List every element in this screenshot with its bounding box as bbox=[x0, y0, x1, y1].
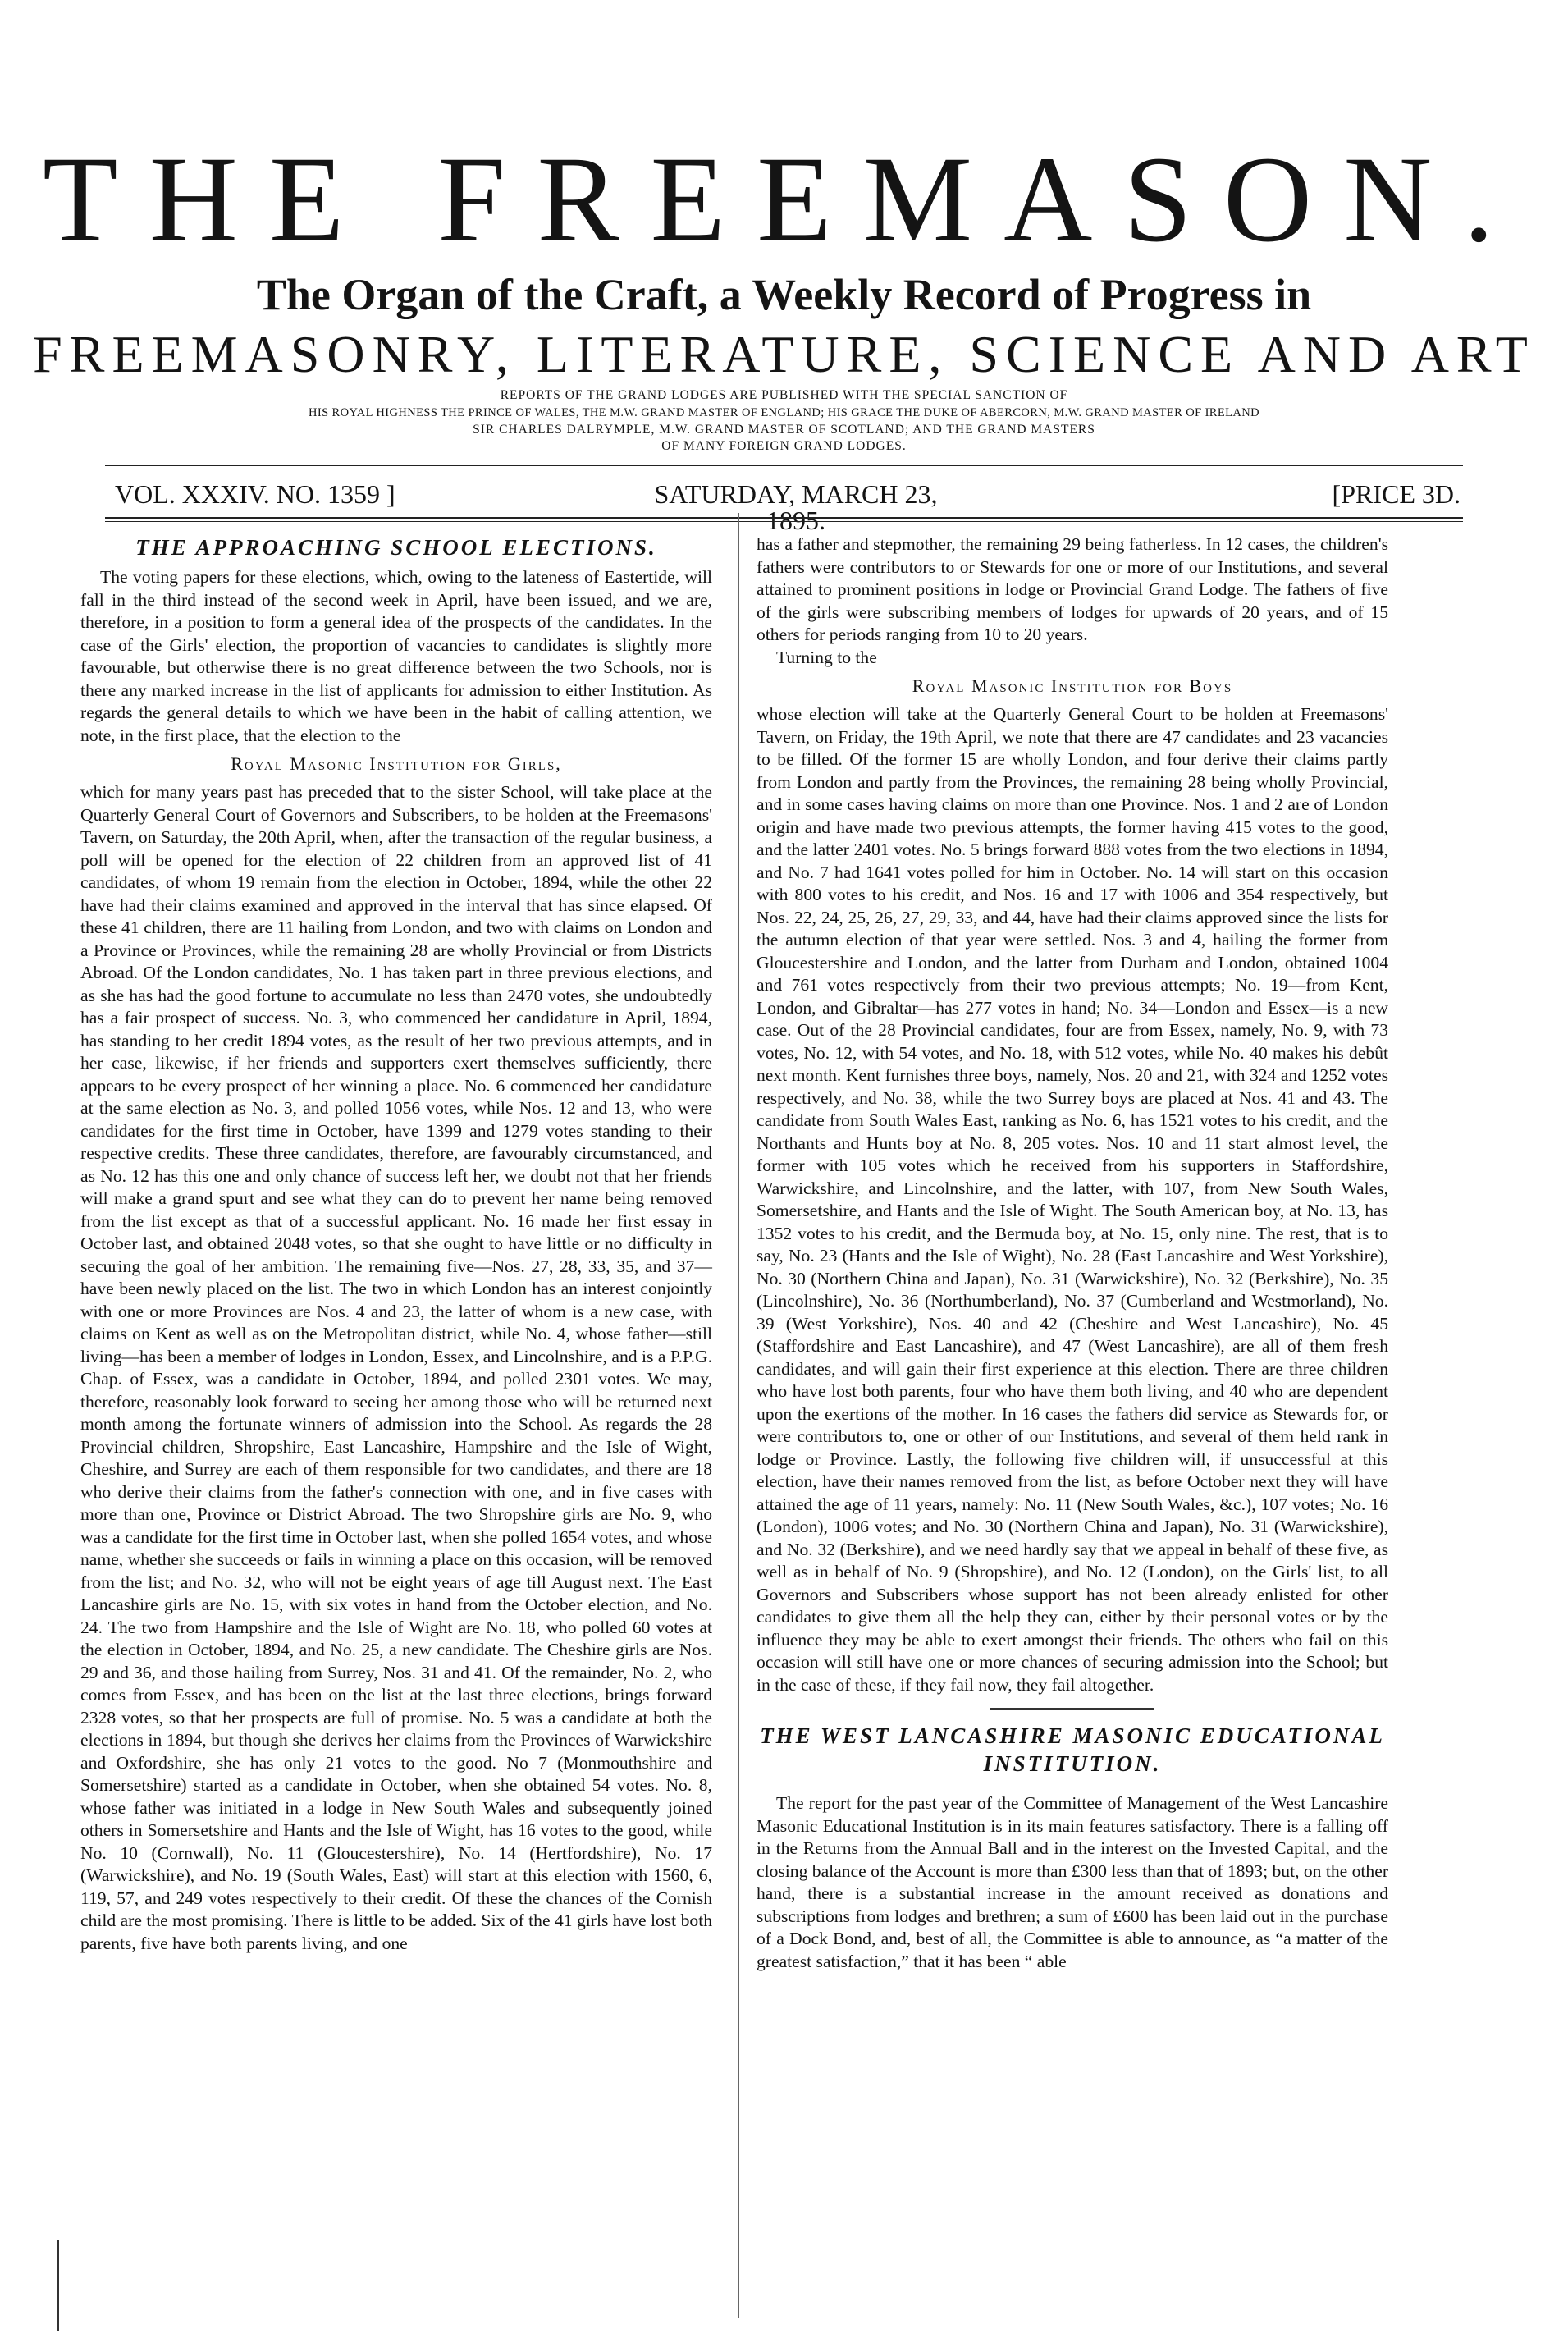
article-separator bbox=[990, 1708, 1154, 1710]
margin-line bbox=[57, 2240, 59, 2331]
issue-date: SATURDAY, MARCH 23, 1895. bbox=[654, 479, 938, 535]
article-paragraph: The report for the past year of the Committee of Management of the West Lancashire Masonic Educational Institution is in its main features satisfactory. There is a falling off in the Returns from the Annual Ball and in the interest on the Invested Capital, and the closing balance of the Account is more than £300 less than that of 1893; but, on the other hand, there is a substantial increase in the amount received as donations and subscriptions from lodges and brethren; a sum of £600 has been laid out in the purchase of a Dock Bond, and, best of all, the Committee is able to announce, as “a matter of the greatest satisfaction,” that it has been “ able bbox=[757, 1793, 1389, 1971]
masthead-title: THE FREEMASON. bbox=[42, 131, 1526, 268]
sanction-line: OF MANY FOREIGN GRAND LODGES. bbox=[661, 439, 907, 453]
sanction-line: HIS ROYAL HIGHNESS THE PRINCE OF WALES, THE M.W. GRAND MASTER OF ENGLAND; HIS GRACE THE DUKE OF ABERCORN, M.W. GRAND MASTER OF IRELAND bbox=[308, 406, 1260, 419]
issue-rule bbox=[105, 521, 1463, 522]
article-paragraph: whose election will take at the Quarterly General Court to be holden at Freemasons' Tavern, on Friday, the 19th April, we note that there are 47 candidates and 23 vacancies to be filled. Of the former 15 are wholly London, and four derive their claims partly from London and partly from the Provinces, the remaining 28 being wholly Provincial, and in some cases having claims on more than one Province. Nos. 1 and 2 are of London origin and have made two previous attempts, the former having 415 votes to the good, and the latter 2401 votes. No. 5 brings forward 888 votes from the two elections in 1894, and No. 7 had 1641 votes polled for him in October. No. 14 will start on this occasion with 800 votes to his credit, and Nos. 16 and 17 with 1006 and 354 respectively, but Nos. 22, 24, 25, 26, 27, 29, 33, and 44, have had their claims approved since the lists for the autumn election of that year were settled. Nos. 3 and 4, hailing the former from Gloucestershire and London, and the latter from Durham and London, obtained 1004 and 761 votes respectively from their two previous attempts; No. 19—from Kent, London, and Gibraltar—has 277 votes in hand; No. 34—London and Essex—is a new case. Out of the 28 Provincial candidates, four are from Essex, namely, No. 9, with 73 votes, No. 12, with 54 votes, and No. 18, with 512 votes, while No. 40 makes his debût next month. Kent furnishes three boys, namely, Nos. 20 and 21, with 324 and 1252 votes respectively, and No. 38, while the two Surrey boys are placed at Nos. 41 and 43. The candidate from South Wales East, ranking as No. 6, has 1521 votes to his credit, and the Northants and Hunts boy at No. 8, 205 votes. Nos. 10 and 11 start almost level, the former with 105 votes which he received from his supporters in Staffordshire, Warwickshire, and Lincolnshire, and the latter, with 107, from New South Wales, Somersetshire, and Hants and the Isle of Wight. The South American boy, at No. 13, has 1352 votes to his credit, and the Bermuda boy, at No. 15, only nine. The rest, that is to say, No. 23 (Hants and the Isle of Wight), No. 28 (East Lancashire and West Yorkshire), No. 30 (Northern China and Japan), No. 31 (Warwickshire), No. 32 (Berkshire), No. 35 (Lincolnshire), No. 36 (Northumberland), No. 37 (Cumberland and Westmorland), No. 39 (West Yorkshire), Nos. 40 and 42 (Cheshire and West Lancashire), No. 45 (Staffordshire and East Lancashire), and 47 (West Lancashire), are all of them fresh candidates, and will gain their first experience at this election. There are three children who have lost both parents, four who have them both living, and 40 who are dependent upon the exertions of the mother. In 16 cases the fathers did service as Stewards for, or were contributors to, one or other of our Institutions, and several of them held rank in lodge or Province. Lastly, the following five children will, if unsuccessful at this election, have their names removed from the list, as before October next they will have attained the age of 11 years, namely: No. 11 (New South Wales, &c.), 107 votes; No. 16 (London), 1006 votes; and No. 30 (Northern China and Japan), No. 31 (Warwickshire), and No. 32 (Berkshire), and we need hardly say that we appeal in behalf of these five, as well as in behalf of No. 9 (Shropshire), and No. 12 (London), on the Girls' list, to all Governors and Subscribers whose support has not been already enlisted for other candidates to give them all the help they can, either by their personal votes or by the influence they may be able to exert amongst their friends. The others who fail on this occasion will still have one or more chances of securing admission into the School; but in the case of these, if they fail now, they fail altogether. bbox=[757, 704, 1388, 1695]
article-paragraph: Turning to the bbox=[776, 647, 877, 667]
masthead-rule bbox=[105, 465, 1463, 466]
article-paragraph: which for many years past has preceded that to the sister School, will take place at the Quarterly General Court of Governors and Subscribers, to be holden at the Freemasons' Tavern, on Saturday, the 20th April, when, after the transaction of the regular business, a poll will be opened for the election of 22 children from an approved list of 41 candidates, of whom 19 remain from the election in October, 1894, while the other 22 have had their claims examined and approved in the interval that has since elapsed. Of these 41 children, there are 11 hailing from London, and two with claims on London and a Province or Provinces, while the remaining 28 are wholly Provincial or from Districts Abroad. Of the London candidates, No. 1 has taken part in three previous elections, and as she has had the good fortune to accumulate no less than 2470 votes, she undoubtedly has a fair prospect of success. No. 3, who commenced her candidature in April, 1894, has standing to her credit 1894 votes, as the result of her two previous attempts, and in her case, likewise, if her friends and supporters exert themselves sufficiently, there appears to be every prospect of her winning a place. No. 6 commenced her candidature at the same election as No. 3, and polled 1056 votes, while Nos. 12 and 13, who were candidates for the first time in October, have 1399 and 1279 votes standing to their respective credits. These three candidates, therefore, are favourably circumstanced, and as No. 12 has this one and only chance of success left her, we doubt not that her friends will make a grand spurt and see what they can do to prevent her name being removed from the list except as that of a successful applicant. No. 16 made her first essay in October last, and obtained 2048 votes, so that she ought to have little or no difficulty in securing the goal of her ambition. The remaining five—Nos. 27, 28, 33, 35, and 37—have been newly placed on the list. The two in which London has an interest conjointly with one or more Provinces are Nos. 4 and 23, the latter of whom is a new case, with claims on Kent as well as on the Metropolitan district, while No. 4, whose father—still living—has been a member of lodges in London, Essex, and Lincolnshire, and is a P.P.G. Chap. of Essex, was a candidate in October, 1894, and polled 2301 votes. We may, therefore, reasonably look forward to seeing her among those who will be returned next month among the fortunate winners of admission into the School. As regards the 28 Provincial children, Shropshire, East Lancashire, Hampshire and the Isle of Wight, Cheshire, and Surrey are each of them responsible for two candidates, and there are 18 who derive their claims from the father's connection with one, and in five cases with more than one, Province or District Abroad. The two Shropshire girls are No. 9, who was a candidate for the first time in October last, when she polled 1654 votes, and whose name, whether she succeeds or fails in winning a place on this occasion, will be removed from the list; and No. 32, who will not be eight years of age till August next. The East Lancashire girls are No. 15, with six votes in hand from the October election, and No. 24. The two from Hampshire and the Isle of Wight are No. 18, who polled 60 votes at the election in October, 1894, and No. 25, a new candidate. The Cheshire girls are Nos. 29 and 36, and those hailing from Surrey, Nos. 31 and 41. Of the remainder, No. 2, who comes from Essex, and has been on the list at the last three elections, brings forward 2328 votes, so that her prospects are full of promise. No. 5 was a candidate at both the elections in 1894, but though she derives her claims from the Provinces of Warwickshire and Oxfordshire, she has only 21 votes to the good. No 7 (Monmouthshire and Somersetshire) started as a candidate in October, when she obtained 54 votes. No. 8, whose father was initiated in a lodge in New South Wales and subsequently joined others in Somersetshire and Hants and the Isle of Wight, has 16 votes to the good, while No. 10 (Cornwall), No. 11 (Gloucestershire), No. 14 (Hertfordshire), No. 17 (Warwickshire), and No. 19 (South Wales, East) will start at this election with 1560, 6, 119, 57, and 249 votes respectively to their credit. Of these the chances of the Cornish child are the most promising. There is little to be added. Six of the 41 girls have lost both parents, five have both parents living, and one bbox=[80, 782, 712, 1953]
sanction-line: REPORTS OF THE GRAND LODGES ARE PUBLISHED WITH THE SPECIAL SANCTION OF bbox=[500, 388, 1068, 402]
article-paragraph: has a father and stepmother, the remaining 29 being fatherless. In 12 cases, the children's fathers were contributors to or Stewards for one or more of our Institutions, and several attained to prominent positions in lodge or Provincial Grand Lodge. The fathers of five of the girls were subscribing members of lodges for upwards of 20 years, and of 15 others for periods ranging from 10 to 20 years. bbox=[757, 534, 1388, 644]
article-heading: THE APPROACHING SCHOOL ELECTIONS. bbox=[135, 535, 657, 560]
article-heading: INSTITUTION. bbox=[983, 1751, 1162, 1776]
right-column bbox=[757, 533, 1388, 1973]
column-divider bbox=[738, 513, 739, 2318]
masthead-subtitle: The Organ of the Craft, a Weekly Record of Progress in bbox=[256, 270, 1312, 319]
left-column bbox=[80, 533, 712, 1955]
masthead-topics: FREEMASONRY, LITERATURE, SCIENCE AND ART bbox=[33, 325, 1535, 383]
institution-name: Royal Masonic Institution for Boys bbox=[912, 675, 1233, 696]
article-paragraph: The voting papers for these elections, which, owing to the lateness of Eastertide, will fall in the third instead of the second week in April, have been issued, and we are, therefore, in a position to form a general idea of the prospects of the candidates. In the case of the Girls' election, the proportion of vacancies to candidates is slightly more favourable, but otherwise there is no great difference between the two Schools, nor is there any marked increase in the list of applicants for admission to either Institution. As regards the general details to which we have been in the habit of calling attention, we note, in the first place, that the election to the bbox=[80, 567, 712, 745]
issue-rule bbox=[105, 517, 1463, 519]
article-heading: THE WEST LANCASHIRE MASONIC EDUCATIONAL bbox=[760, 1723, 1385, 1748]
institution-name: Royal Masonic Institution for Girls, bbox=[231, 753, 562, 774]
sanction-line: SIR CHARLES DALRYMPLE, M.W. GRAND MASTER OF SCOTLAND; AND THE GRAND MASTERS bbox=[473, 423, 1095, 437]
volume-number: VOL. XXXIV. NO. 1359 ] bbox=[115, 479, 395, 509]
issue-price: [PRICE 3D. bbox=[1332, 479, 1461, 509]
